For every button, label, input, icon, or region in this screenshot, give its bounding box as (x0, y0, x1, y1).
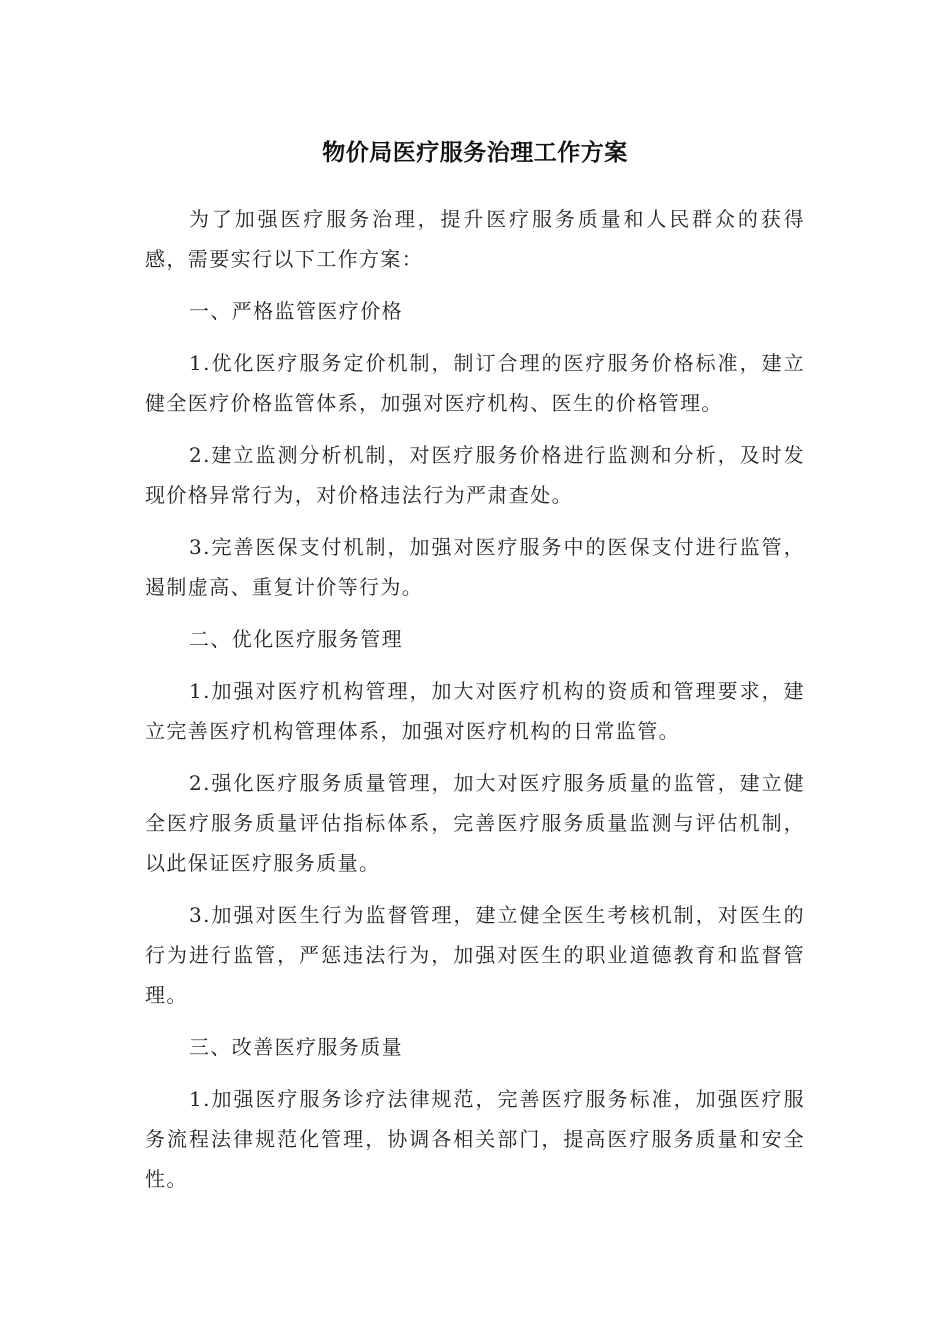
section-heading: 三、改善医疗服务质量 (189, 1035, 403, 1059)
section-item: 2.建立监测分析机制，对医疗服务价格进行监测和分析，及时发现价格异常行为，对价格违法行为严肃查处。 (145, 443, 805, 507)
section-item: 1.加强对医疗机构管理，加大对医疗机构的资质和管理要求，建立完善医疗机构管理体系，加强对医疗机构的日常监管。 (145, 679, 805, 743)
section-item: 2.强化医疗服务质量管理，加大对医疗服务质量的监管，建立健全医疗服务质量评估指标体系，完善医疗服务质量监测与评估机制，以此保证医疗服务质量。 (145, 771, 805, 875)
section-item: 3.加强对医生行为监督管理，建立健全医生考核机制，对医生的行为进行监管，严惩违法行为，加强对医生的职业道德教育和监督管理。 (145, 903, 805, 1007)
intro-paragraph: 为了加强医疗服务治理，提升医疗服务质量和人民群众的获得感，需要实行以下工作方案： (145, 207, 805, 271)
section-item: 1.优化医疗服务定价机制，制订合理的医疗服务价格标准，建立健全医疗价格监管体系，加强对医疗机构、医生的价格管理。 (145, 351, 805, 415)
section-heading: 一、严格监管医疗价格 (189, 299, 403, 323)
section-item: 3.完善医保支付机制，加强对医疗服务中的医保支付进行监管，遏制虚高、重复计价等行为。 (145, 535, 805, 599)
document-body (145, 199, 805, 1211)
section-item: 1.加强医疗服务诊疗法律规范，完善医疗服务标准，加强医疗服务流程法律规范化管理，协调各相关部门，提高医疗服务质量和安全性。 (145, 1087, 805, 1191)
document-title: 物价局医疗服务治理工作方案 (322, 140, 628, 166)
section-heading: 二、优化医疗服务管理 (189, 627, 403, 651)
